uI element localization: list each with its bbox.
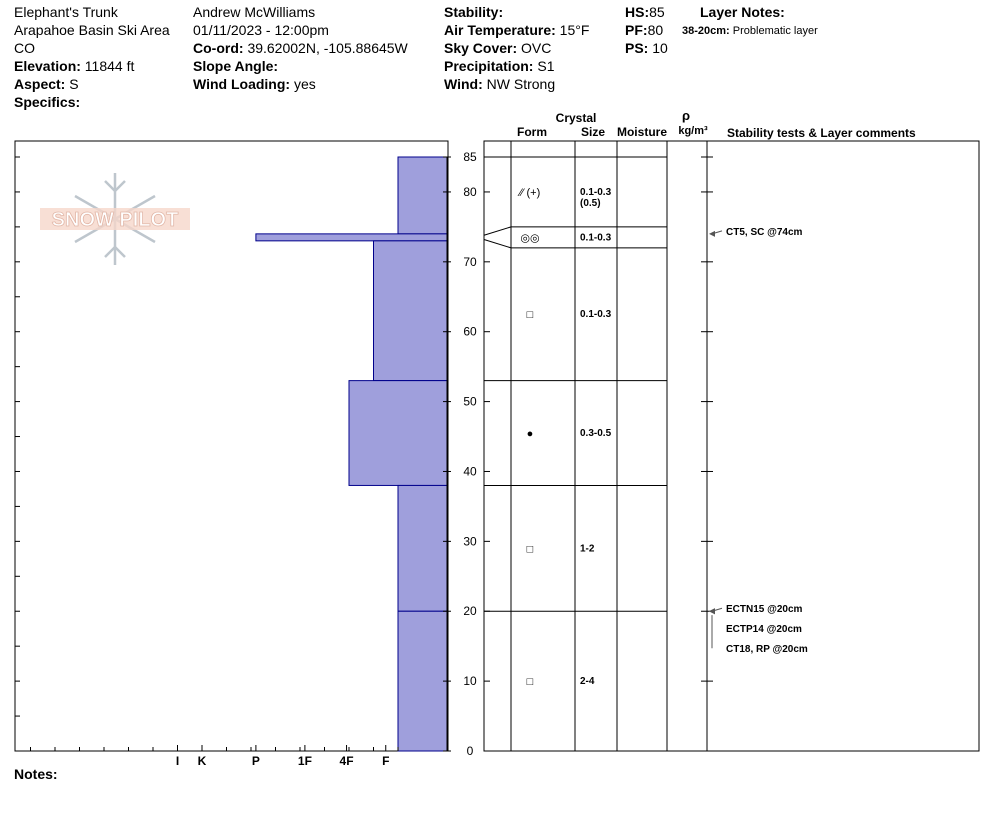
hardness-bar-0 — [398, 157, 447, 234]
sky-cover-value: OVC — [521, 40, 552, 56]
crystal-form-icon: □ — [526, 309, 534, 322]
x-tick-label: P — [251, 754, 260, 768]
size-header: Size — [580, 125, 606, 139]
crystal-form-icon: □ — [526, 676, 534, 689]
wind-label: Wind: — [444, 76, 483, 92]
stability-test-arrow — [709, 608, 715, 614]
left-axis-ticks — [15, 157, 20, 751]
y-tick-label: 30 — [463, 534, 477, 549]
wind-loading-value: yes — [293, 76, 316, 92]
crystal-size-label: 2-4 — [580, 676, 595, 688]
moisture-header: Moisture — [616, 125, 668, 139]
stability-test-label: ECTP14 @20cm — [726, 624, 802, 636]
x-tick-label: I — [175, 754, 180, 768]
observation-datetime: 01/11/2023 - 12:00pm — [193, 22, 329, 38]
aspect-label: Aspect: — [14, 76, 66, 92]
stability-tests — [709, 227, 808, 655]
precipitation-label: Precipitation: — [444, 58, 534, 74]
slope-angle-label: Slope Angle: — [193, 58, 279, 74]
crystal-form-icon: ● — [526, 428, 534, 441]
layer-notes-label: Layer Notes: — [700, 4, 785, 20]
crystal-size-label: 0.1-0.3 — [580, 309, 612, 321]
comments-header: Stability tests & Layer comments — [727, 126, 916, 140]
crystal-size-label: 0.1-0.3 — [580, 186, 612, 198]
form-header: Form — [517, 125, 547, 139]
y-tick-label: 60 — [463, 324, 477, 339]
air-temp-label: Air Temperature: — [444, 22, 556, 38]
wind-loading-label: Wind Loading: — [193, 76, 291, 92]
y-tick-label: 80 — [463, 184, 477, 199]
crystal-form-icon: ◎◎ — [520, 232, 540, 245]
y-tick-label: 20 — [463, 604, 477, 619]
crystal-size-label: 0.3-0.5 — [580, 428, 612, 440]
x-tick-label: 4F — [339, 754, 354, 768]
logo-text: SNOW PILOT — [51, 209, 179, 231]
stability-test-label: CT5, SC @74cm — [726, 226, 803, 238]
stability-test-label: CT18, RP @20cm — [726, 644, 808, 656]
layer-note-text: Problematic layer — [732, 25, 818, 37]
state-name: CO — [14, 40, 35, 56]
hardness-bar-3 — [349, 381, 447, 486]
ps-value: 10 — [652, 40, 668, 56]
x-tick-label: 1F — [297, 754, 312, 768]
x-tick-label: K — [197, 754, 207, 768]
observer-name: Andrew McWilliams — [193, 4, 316, 20]
pf-value: 80 — [647, 22, 664, 38]
hs-value: 85 — [649, 4, 665, 20]
notes-label: Notes: — [14, 766, 58, 782]
y-tick-label: 50 — [463, 394, 477, 409]
x-axis — [31, 745, 399, 768]
crystal-size-label: 0.1-0.3 — [580, 232, 612, 244]
precipitation-value: S1 — [537, 58, 555, 74]
sky-cover-label: Sky Cover: — [444, 40, 518, 56]
y-tick-label: 0 — [466, 744, 474, 758]
x-tick-label: F — [382, 754, 390, 768]
crystal-form-icon: □ — [526, 543, 534, 556]
y-tick-label: 40 — [463, 464, 477, 479]
hardness-bar-5 — [398, 611, 447, 751]
coord-value: 39.62002N, -105.88645W — [247, 40, 408, 56]
y-tick-label: 85 — [463, 150, 477, 164]
area-name: Arapahoe Basin Ski Area — [14, 22, 170, 38]
hardness-layers — [256, 157, 447, 751]
hardness-bar-1 — [256, 234, 447, 241]
y-tick-label: 10 — [463, 674, 477, 689]
layer-note-range: 38-20cm: — [682, 25, 730, 37]
pf-label: PF: — [625, 22, 648, 38]
density-symbol: ρ — [681, 108, 691, 123]
crystal-size-label-secondary: (0.5) — [580, 197, 601, 209]
crystal-size-label: 1-2 — [580, 543, 595, 555]
density-unit: kg/m³ — [678, 125, 708, 137]
crystal-header: Crystal — [555, 111, 597, 125]
snowpilot-logo — [40, 173, 190, 265]
stability-test-arrow — [709, 231, 715, 237]
air-temp-value: 15°F — [559, 22, 590, 38]
coord-label: Co-ord: — [193, 40, 244, 56]
y-tick-label: 70 — [463, 254, 477, 269]
hardness-bar-2 — [374, 241, 448, 381]
wind-value: NW Strong — [486, 76, 556, 92]
elevation-label: Elevation: — [14, 58, 81, 74]
crystal-form-icon: ⁄⁄ (+) — [519, 186, 541, 199]
elevation-value: 11844 ft — [84, 58, 135, 74]
hs-label: HS: — [625, 4, 650, 20]
stability-label: Stability: — [444, 4, 504, 20]
ps-label: PS: — [625, 40, 649, 56]
aspect-value: S — [69, 76, 79, 92]
hardness-bar-4 — [398, 485, 447, 611]
stability-test-label: ECTN15 @20cm — [726, 604, 803, 616]
location-name: Elephant's Trunk — [14, 4, 118, 20]
specifics-label: Specifics: — [14, 94, 81, 110]
